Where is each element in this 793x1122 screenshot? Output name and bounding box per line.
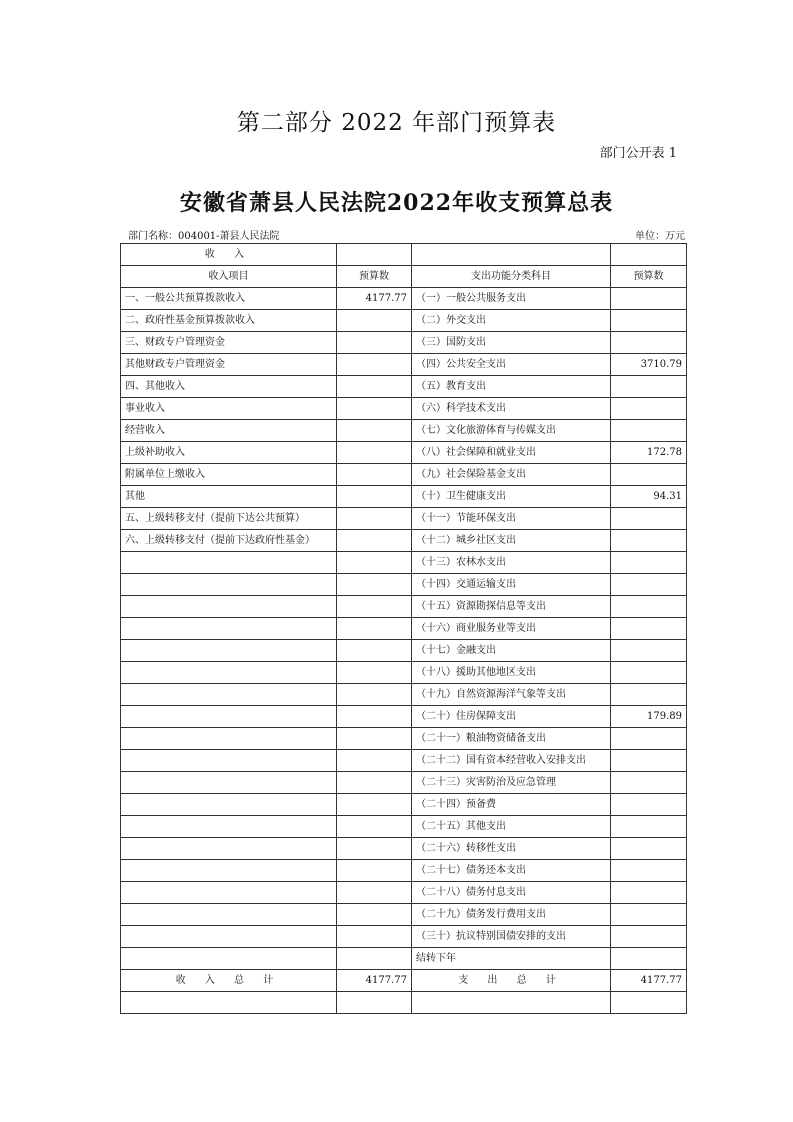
income-item-cell [121,662,337,684]
table-row [121,640,687,662]
table-row [121,288,687,310]
income-item-cell [121,860,337,882]
expense-amount-cell [611,530,687,552]
income-amount-cell [337,354,412,376]
expense-item-cell: （二十九）债务发行费用支出 [412,904,611,926]
income-amount-cell [337,574,412,596]
expense-amount-cell [611,662,687,684]
expense-total-label: 支 出 总 计 [412,970,611,992]
income-item-cell [121,838,337,860]
expense-amount-cell [611,772,687,794]
expense-item-cell: （五）教育支出 [412,376,611,398]
expense-item-cell: （十八）援助其他地区支出 [412,662,611,684]
income-item-cell [121,684,337,706]
expense-item-cell: （一）一般公共服务支出 [412,288,611,310]
expense-amount-cell [611,904,687,926]
income-item-cell [121,926,337,948]
income-amount-cell [337,398,412,420]
expense-amount-cell [611,574,687,596]
expense-item-cell: （二十四）预备费 [412,794,611,816]
table-row [121,772,687,794]
income-amount-cell [337,530,412,552]
header-blank-cell [611,244,687,266]
table-row [121,706,687,728]
income-item-cell [121,728,337,750]
expense-item-cell: （十五）资源勘探信息等支出 [412,596,611,618]
table-number: 部门公开表 1 [599,146,677,161]
expense-item-cell: （十六）商业服务业等支出 [412,618,611,640]
expense-item-cell: （十）卫生健康支出 [412,486,611,508]
expense-amount-header: 预算数 [611,266,687,288]
expense-amount-cell [611,640,687,662]
empty-cell [611,992,687,1014]
expense-amount-cell [611,420,687,442]
expense-item-cell: （十四）交通运输支出 [412,574,611,596]
income-group-header: 收 入 [121,244,337,266]
income-item-cell [121,882,337,904]
expense-amount-cell [611,310,687,332]
income-item-cell [121,552,337,574]
expense-item-cell: （十二）城乡社区支出 [412,530,611,552]
table-row [121,332,687,354]
table-row [121,530,687,552]
table-row [121,750,687,772]
table-title: 安徽省萧县人民法院2022年收支预算总表 [179,190,614,216]
header-blank-cell [412,244,611,266]
income-amount-cell [337,882,412,904]
expense-total-amount: 4177.77 [611,970,687,992]
expense-item-cell: （三十）抗议特别国债安排的支出 [412,926,611,948]
income-item-cell [121,640,337,662]
income-item-header: 收入项目 [121,266,337,288]
expense-item-cell: （二十七）债务还本支出 [412,860,611,882]
expense-item-cell: （二）外交支出 [412,310,611,332]
income-item-cell [121,706,337,728]
income-amount-cell [337,948,412,970]
expense-item-cell: （十七）金融支出 [412,640,611,662]
expense-item-cell: （七）文化旅游体育与传媒支出 [412,420,611,442]
income-item-cell: 一、一般公共预算拨款收入 [121,288,337,310]
expense-amount-cell [611,596,687,618]
unit-label: 单位：万元 [635,231,685,242]
income-amount-cell [337,640,412,662]
table-row [121,904,687,926]
expense-item-cell: （八）社会保障和就业支出 [412,442,611,464]
income-amount-cell [337,486,412,508]
expense-item-cell: （二十五）其他支出 [412,816,611,838]
expense-amount-cell [611,464,687,486]
expense-amount-cell [611,860,687,882]
table-row [121,618,687,640]
expense-amount-cell [611,552,687,574]
totals-row [121,970,687,992]
income-item-cell [121,596,337,618]
income-amount-cell [337,618,412,640]
income-amount-cell [337,376,412,398]
income-item-cell [121,750,337,772]
table-row [121,508,687,530]
income-item-cell [121,904,337,926]
expense-item-cell: （十一）节能环保支出 [412,508,611,530]
income-amount-cell [337,750,412,772]
expense-item-cell: （二十一）粮油物资储备支出 [412,728,611,750]
income-amount-cell [337,596,412,618]
table-row [121,420,687,442]
expense-amount-cell: 3710.79 [611,354,687,376]
table-row [121,464,687,486]
income-amount-cell [337,310,412,332]
table-row [121,574,687,596]
income-item-cell: 其他 [121,486,337,508]
expense-amount-cell [611,794,687,816]
income-amount-cell [337,420,412,442]
income-item-cell [121,816,337,838]
income-amount-cell [337,332,412,354]
budget-table [120,243,687,1014]
expense-item-cell: （四）公共安全支出 [412,354,611,376]
empty-cell [412,992,611,1014]
income-item-cell [121,794,337,816]
income-amount-cell [337,904,412,926]
table-row [121,794,687,816]
expense-item-cell: （十三）农林水支出 [412,552,611,574]
expense-amount-cell [611,684,687,706]
empty-cell [337,992,412,1014]
empty-row [121,992,687,1014]
expense-item-cell: （十九）自然资源海洋气象等支出 [412,684,611,706]
income-amount-cell [337,794,412,816]
income-item-cell: 四、其他收入 [121,376,337,398]
income-amount-cell [337,552,412,574]
table-row [121,860,687,882]
expense-amount-cell: 179.89 [611,706,687,728]
table-row [121,684,687,706]
expense-amount-cell [611,618,687,640]
header-blank-cell [337,244,412,266]
expense-amount-cell [611,398,687,420]
income-amount-cell [337,508,412,530]
income-amount-header: 预算数 [337,266,412,288]
income-amount-cell [337,706,412,728]
empty-cell [121,992,337,1014]
expense-amount-cell [611,816,687,838]
expense-item-cell: （二十）住房保障支出 [412,706,611,728]
income-item-cell [121,772,337,794]
table-row [121,310,687,332]
expense-amount-cell [611,332,687,354]
expense-item-cell: （二十三）灾害防治及应急管理 [412,772,611,794]
table-row [121,486,687,508]
income-amount-cell [337,684,412,706]
income-amount-cell [337,772,412,794]
expense-item-cell: （九）社会保险基金支出 [412,464,611,486]
table-row [121,948,687,970]
expense-amount-cell [611,508,687,530]
header-group-row [121,244,687,266]
expense-item-header: 支出功能分类科目 [412,266,611,288]
table-row [121,354,687,376]
expense-amount-cell [611,882,687,904]
income-item-cell: 五、上级转移支付（提前下达公共预算） [121,508,337,530]
table-row [121,882,687,904]
income-amount-cell [337,662,412,684]
table-row [121,728,687,750]
department-name: 部门名称：004001-萧县人民法院 [128,231,280,242]
income-amount-cell [337,442,412,464]
income-amount-cell [337,464,412,486]
expense-amount-cell [611,948,687,970]
table-row [121,398,687,420]
table-row [121,442,687,464]
income-item-cell: 附属单位上缴收入 [121,464,337,486]
expense-amount-cell: 172.78 [611,442,687,464]
income-item-cell: 六、上级转移支付（提前下达政府性基金） [121,530,337,552]
expense-amount-cell [611,376,687,398]
income-item-cell: 二、政府性基金预算拨款收入 [121,310,337,332]
expense-item-cell: （二十八）债务付息支出 [412,882,611,904]
table-row [121,596,687,618]
income-item-cell: 其他财政专户管理资金 [121,354,337,376]
income-amount-cell [337,860,412,882]
table-row [121,376,687,398]
expense-item-cell: （六）科学技术支出 [412,398,611,420]
expense-item-cell: （二十二）国有资本经营收入安排支出 [412,750,611,772]
expense-item-cell: （二十六）转移性支出 [412,838,611,860]
income-item-cell: 经营收入 [121,420,337,442]
expense-amount-cell: 94.31 [611,486,687,508]
expense-amount-cell [611,288,687,310]
expense-item-cell: 结转下年 [412,948,611,970]
income-item-cell: 三、财政专户管理资金 [121,332,337,354]
income-amount-cell [337,926,412,948]
income-item-cell: 上级补助收入 [121,442,337,464]
page-title: 第二部分 2022 年部门预算表 [236,110,557,136]
expense-amount-cell [611,838,687,860]
table-row [121,662,687,684]
expense-amount-cell [611,926,687,948]
table-row [121,552,687,574]
income-total-amount: 4177.77 [337,970,412,992]
income-amount-cell [337,838,412,860]
expense-amount-cell [611,750,687,772]
header-row [121,266,687,288]
income-item-cell [121,948,337,970]
income-amount-cell: 4177.77 [337,288,412,310]
expense-amount-cell [611,728,687,750]
table-row [121,816,687,838]
income-item-cell [121,574,337,596]
expense-item-cell: （三）国防支出 [412,332,611,354]
income-item-cell: 事业收入 [121,398,337,420]
income-total-label: 收 入 总 计 [121,970,337,992]
income-amount-cell [337,728,412,750]
table-row [121,926,687,948]
income-item-cell [121,618,337,640]
income-amount-cell [337,816,412,838]
table-row [121,838,687,860]
